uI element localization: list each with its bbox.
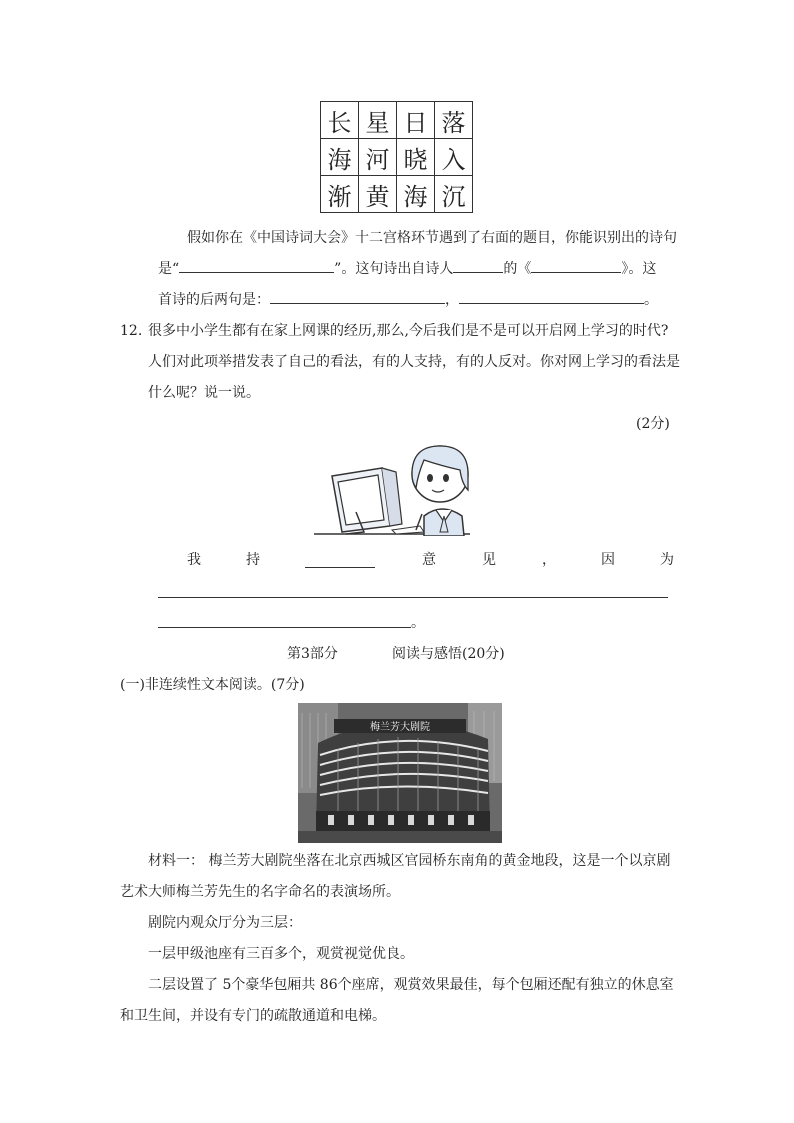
q11-line2-end: 》。这 <box>621 261 657 277</box>
grid-cell: 长 <box>321 102 359 139</box>
grid-cell: 河 <box>359 139 397 176</box>
grid-cell: 沉 <box>435 176 473 213</box>
reason-end-mark: 。 <box>411 615 425 631</box>
opinion-blank[interactable] <box>305 567 375 568</box>
answer-word-6: 因 <box>601 552 615 568</box>
grid-cell: 入 <box>435 139 473 176</box>
q11-line1: 假如你在《中国诗词大会》十二宫格环节遇到了右面的题目，你能识别出的诗句 <box>187 230 677 246</box>
grid-cell: 日 <box>397 102 435 139</box>
reason-blank-line-2[interactable] <box>158 627 411 628</box>
answer-word-1: 我 <box>187 552 201 568</box>
section-title: 第3部分 <box>287 646 338 662</box>
poet-blank[interactable] <box>453 258 503 273</box>
answer-word-2: 持 <box>246 552 260 568</box>
grid-cell: 星 <box>359 102 397 139</box>
answer-word-5: ， <box>542 552 556 568</box>
student-icon <box>412 446 468 536</box>
q12-line2: 人们对此项举措发表了自己的看法，有的人支持，有的人反对。你对网上学习的看法是 <box>148 354 680 370</box>
q11-line3-comma: ， <box>445 292 459 308</box>
q11-line2-start: 是“ <box>158 261 180 277</box>
answer-word-3: 意 <box>422 552 436 568</box>
material-p3: 一层甲级池座有三百多个，观赏视觉优良。 <box>148 946 414 962</box>
q12-number: 12. <box>120 323 143 339</box>
q11-line3 <box>158 289 658 310</box>
grid-cell: 海 <box>321 139 359 176</box>
material-p1-line1: 材料一： 梅兰芳大剧院坐落在北京西城区官园桥东南角的黄金地段，这是一个以京剧 <box>148 853 671 869</box>
q11-line2 <box>158 258 656 279</box>
grid-cell: 晓 <box>397 139 435 176</box>
next-line-blank-1[interactable] <box>270 289 445 304</box>
grid-cell: 海 <box>397 176 435 213</box>
section-subtitle: 阅读与感悟(20分) <box>392 646 505 662</box>
theatre-photo <box>298 703 502 843</box>
q12-line1: 很多中小学生都有在家上网课的经历,那么,今后我们是不是可以开启网上学习的时代? <box>148 323 669 339</box>
poem-title-blank[interactable] <box>531 258 621 273</box>
answer-word-7: 为 <box>660 552 674 568</box>
grid-cell: 落 <box>435 102 473 139</box>
q11-line3-start: 首诗的后两句是： <box>158 292 270 308</box>
material-p1-line2: 艺术大师梅兰芳先生的名字命名的表演场所。 <box>120 884 400 900</box>
q11-line2-poet: ”。这句诗出自诗人 <box>334 261 454 277</box>
answer-word-4: 见 <box>482 552 496 568</box>
next-line-blank-2[interactable] <box>459 289 644 304</box>
q11-line3-end: 。 <box>644 292 658 308</box>
character-grid <box>320 101 473 213</box>
q11-line2-title: 的《 <box>503 261 532 277</box>
theatre-sign: 梅兰芳大剧院 <box>370 722 430 733</box>
poem-line-blank[interactable] <box>179 258 334 273</box>
material-p2: 剧院内观众厅分为三层： <box>148 915 302 931</box>
q12-score: (2分) <box>636 416 670 432</box>
material-p4-line1: 二层设置了 5个豪华包厢共 86个座席，观赏效果最佳，每个包厢还配有独立的休息室 <box>148 977 674 993</box>
grid-cell: 黄 <box>359 176 397 213</box>
material-p4-line2: 和卫生间，并设有专门的疏散通道和电梯。 <box>120 1008 386 1024</box>
q12-line3: 什么呢？说一说。 <box>148 385 260 401</box>
reason-blank-line-1[interactable] <box>158 597 668 598</box>
part1-heading: (一)非连续性文本阅读。(7分) <box>120 677 305 693</box>
monitor-icon <box>332 468 402 534</box>
student-computer-illustration <box>312 444 472 536</box>
grid-cell: 渐 <box>321 176 359 213</box>
